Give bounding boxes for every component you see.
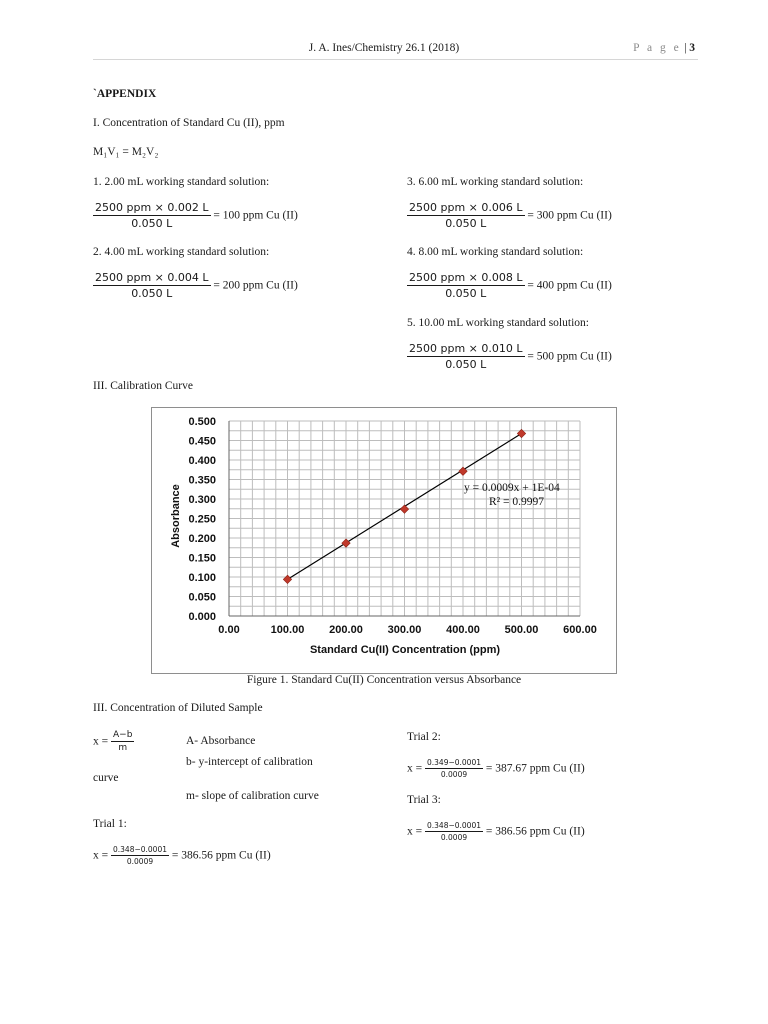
y-tick-label: 0.250 bbox=[188, 513, 216, 526]
x-tick-label: 300.00 bbox=[387, 624, 422, 636]
calibration-heading: III. Calibration Curve bbox=[93, 380, 193, 392]
fraction bbox=[93, 201, 211, 230]
trendline-r-squared: R² = 0.9997 bbox=[489, 496, 544, 508]
data-point bbox=[283, 575, 291, 583]
equation-result: = 387.67 ppm Cu (II) bbox=[485, 762, 585, 775]
y-tick-label: 0.100 bbox=[188, 572, 216, 584]
standard-item-1-equation bbox=[93, 201, 298, 230]
trendline-equation: y = 0.0009x + 1E-04 bbox=[464, 482, 560, 494]
y-tick-label: 0.300 bbox=[188, 494, 216, 506]
fraction-numerator: 0.348−0.0001 bbox=[113, 845, 167, 854]
fraction-numerator: 0.349−0.0001 bbox=[427, 758, 481, 767]
fraction-denominator: 0.050 L bbox=[131, 217, 173, 230]
calibration-chart-svg bbox=[152, 408, 616, 673]
fraction-denominator: m bbox=[118, 743, 128, 753]
fraction-denominator: 0.050 L bbox=[131, 287, 173, 300]
page-word: P a g e bbox=[633, 42, 682, 54]
fraction-numerator: A−b bbox=[113, 730, 133, 740]
fraction-denominator: 0.0009 bbox=[126, 857, 154, 866]
fraction-numerator: 0.348−0.0001 bbox=[427, 821, 481, 830]
equation-result: = 500 ppm Cu (II) bbox=[527, 350, 612, 363]
fraction bbox=[425, 758, 483, 779]
formula-x-eq: x = bbox=[93, 735, 109, 748]
trial-2-label: Trial 2: bbox=[407, 731, 441, 743]
x-tick-label: 400.00 bbox=[446, 624, 480, 636]
y-tick-label: 0.350 bbox=[188, 474, 216, 487]
trial-2-equation bbox=[407, 758, 585, 779]
y-tick-label: 0.200 bbox=[188, 533, 216, 545]
trial-1-equation bbox=[93, 845, 271, 866]
equation-result: = 400 ppm Cu (II) bbox=[527, 279, 612, 292]
x-axis-label: Standard Cu(II) Concentration (ppm) bbox=[309, 644, 501, 656]
section1-heading: I. Concentration of Standard Cu (II), ppm bbox=[93, 117, 285, 129]
data-point bbox=[400, 505, 408, 513]
legend-intercept: b- y-intercept of calibration bbox=[186, 756, 313, 768]
equation-result: = 300 ppm Cu (II) bbox=[527, 209, 612, 222]
equation-result: = 386.56 ppm Cu (II) bbox=[485, 825, 585, 838]
x-tick-label: 500.00 bbox=[504, 624, 539, 636]
y-tick-label: 0.500 bbox=[188, 416, 216, 428]
standard-item-4-equation bbox=[407, 271, 612, 300]
y-tick-label: 0.050 bbox=[188, 591, 216, 604]
fraction bbox=[93, 271, 211, 300]
page-number: 3 bbox=[689, 42, 695, 54]
x-tick-label: 0.00 bbox=[218, 624, 240, 636]
fraction-denominator: 0.0009 bbox=[440, 833, 468, 842]
fraction bbox=[425, 821, 483, 842]
fraction bbox=[111, 730, 134, 753]
standard-item-2-equation bbox=[93, 271, 298, 300]
appendix-title: `APPENDIX bbox=[93, 88, 157, 100]
standard-item-1-label: 1. 2.00 mL working standard solution: bbox=[93, 176, 270, 188]
chart-grid bbox=[229, 421, 580, 616]
fraction-denominator: 0.050 L bbox=[445, 358, 487, 371]
y-tick-label: 0.400 bbox=[188, 455, 216, 467]
diluted-sample-heading: III. Concentration of Diluted Sample bbox=[93, 702, 263, 714]
fraction bbox=[407, 201, 525, 230]
fraction-numerator: 2500 ppm × 0.006 L bbox=[409, 201, 523, 214]
equation-x-eq: x = bbox=[93, 849, 109, 862]
equation-x-eq: x = bbox=[407, 825, 423, 838]
page-indicator bbox=[633, 42, 695, 54]
header-divider bbox=[93, 59, 698, 60]
fraction-denominator: 0.050 L bbox=[445, 287, 487, 300]
y-tick-label: 0.450 bbox=[188, 435, 216, 448]
y-tick-label: 0.150 bbox=[188, 552, 216, 565]
trial-1-label: Trial 1: bbox=[93, 818, 127, 830]
standard-item-5-label: 5. 10.00 mL working standard solution: bbox=[407, 317, 589, 329]
trial-3-equation bbox=[407, 821, 585, 842]
legend-absorbance: A- Absorbance bbox=[186, 735, 256, 747]
x-tick-label: 600.00 bbox=[563, 624, 597, 636]
legend-intercept-cont: curve bbox=[93, 772, 119, 784]
fraction-numerator: 2500 ppm × 0.004 L bbox=[95, 271, 209, 284]
fraction-numerator: 2500 ppm × 0.008 L bbox=[409, 271, 523, 284]
fraction-numerator: 2500 ppm × 0.010 L bbox=[409, 342, 523, 355]
dilution-formula: M₁V₁ = M₂V₂ bbox=[93, 146, 159, 158]
standard-item-3-label: 3. 6.00 mL working standard solution: bbox=[407, 176, 584, 188]
x-tick-label: 200.00 bbox=[329, 624, 363, 636]
equation-result: = 200 ppm Cu (II) bbox=[213, 279, 298, 292]
fraction bbox=[111, 845, 169, 866]
header-title: J. A. Ines/Chemistry 26.1 (2018) bbox=[308, 42, 460, 54]
equation-x-eq: x = bbox=[407, 762, 423, 775]
standard-item-4-label: 4. 8.00 mL working standard solution: bbox=[407, 246, 584, 258]
y-tick-label: 0.000 bbox=[188, 611, 216, 623]
concentration-formula bbox=[93, 730, 134, 753]
y-axis-label: Absorbance bbox=[170, 484, 182, 548]
calibration-chart bbox=[151, 407, 617, 674]
standard-item-3-equation bbox=[407, 201, 612, 230]
equation-result: = 100 ppm Cu (II) bbox=[213, 209, 298, 222]
standard-item-5-equation bbox=[407, 342, 612, 371]
page-separator: | bbox=[684, 42, 687, 54]
legend-slope: m- slope of calibration curve bbox=[186, 790, 319, 802]
fraction bbox=[407, 342, 525, 371]
figure-caption: Figure 1. Standard Cu(II) Concentration versus Absorbance bbox=[246, 674, 522, 686]
trial-3-label: Trial 3: bbox=[407, 794, 441, 806]
standard-item-2-label: 2. 4.00 mL working standard solution: bbox=[93, 246, 270, 258]
fraction-numerator: 2500 ppm × 0.002 L bbox=[95, 201, 209, 214]
equation-result: = 386.56 ppm Cu (II) bbox=[171, 849, 271, 862]
fraction bbox=[407, 271, 525, 300]
data-point bbox=[342, 539, 350, 547]
x-tick-label: 100.00 bbox=[270, 624, 305, 636]
fraction-denominator: 0.050 L bbox=[445, 217, 487, 230]
fraction-denominator: 0.0009 bbox=[440, 770, 468, 779]
